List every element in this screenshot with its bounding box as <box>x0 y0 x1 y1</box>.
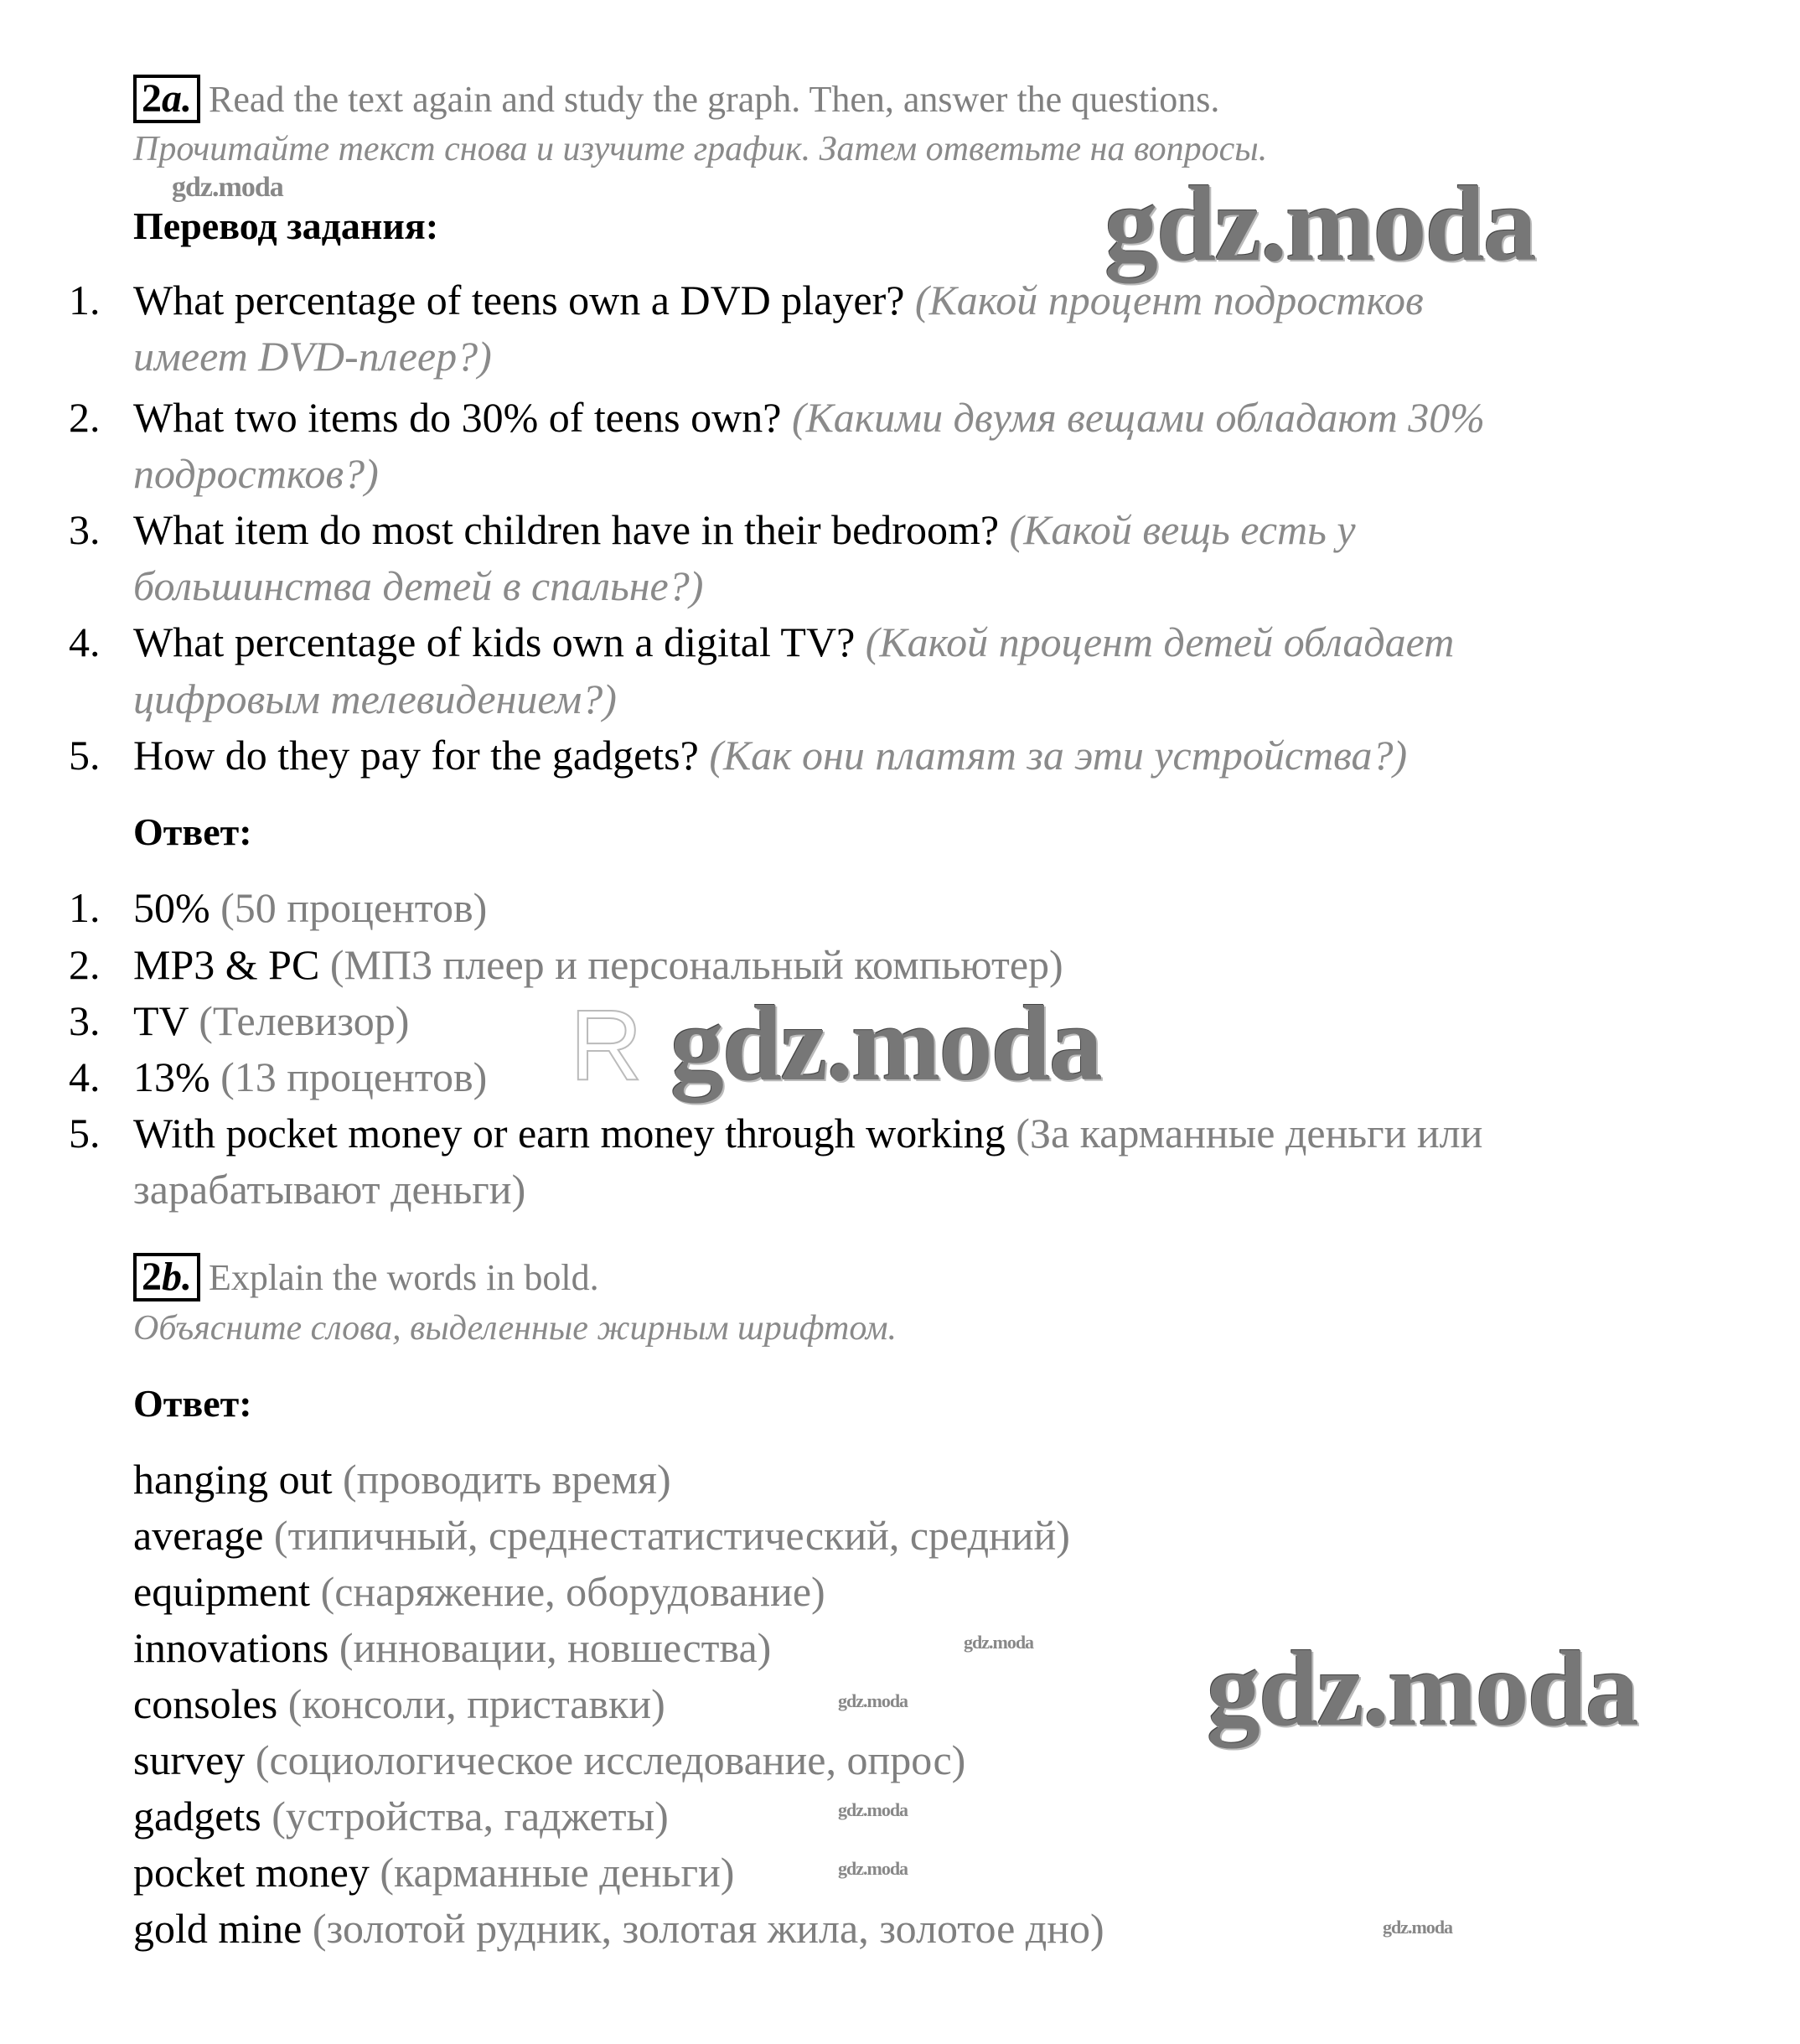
answer-4 <box>133 1052 487 1102</box>
question-2 <box>133 392 1485 442</box>
answer-ru: (Телевизор) <box>199 997 410 1044</box>
instruction-en: Explain the words in bold. <box>209 1257 599 1298</box>
question-ru-cont: большинства детей в спальне?) <box>133 562 704 609</box>
watermark-logo: gdz.moda <box>1383 1917 1453 1938</box>
word-item <box>133 1735 965 1785</box>
word-item <box>133 1622 771 1673</box>
word-ru: (типичный, среднестатистический, средний) <box>273 1512 1070 1559</box>
answer-1 <box>133 882 487 933</box>
answer-ru-cont: зарабатывают деньги) <box>133 1166 526 1213</box>
instruction-ru: Объясните слова, выделенные жирным шрифтом. <box>133 1309 897 1348</box>
word-ru: (карманные деньги) <box>380 1849 735 1896</box>
word-en: survey <box>133 1736 246 1783</box>
answer-number: 1. <box>69 884 101 931</box>
question-ru: (Как они платят за эти устройства?) <box>709 732 1408 779</box>
question-number: 1. <box>69 277 101 323</box>
watermark-logo: gdz.moda <box>670 984 1101 1103</box>
instruction-ru: Прочитайте текст снова и изучите график. Затем ответьте на вопросы. <box>133 130 1268 168</box>
answer-en: 13% <box>133 1053 210 1100</box>
question-en: What percentage of teens own a DVD player? <box>133 277 905 323</box>
word-item <box>133 1510 1070 1560</box>
word-en: hanging out <box>133 1456 333 1503</box>
word-en: equipment <box>133 1568 311 1615</box>
task-letter: a. <box>162 76 192 121</box>
word-en: gadgets <box>133 1793 261 1840</box>
question-ru: (Какими двумя вещами обладают 30% <box>791 394 1485 441</box>
question-en: What two items do 30% of teens own? <box>133 394 782 441</box>
word-item <box>133 1566 825 1617</box>
answer-5 <box>133 1108 1482 1158</box>
question-3 <box>133 505 1356 555</box>
word-item <box>133 1791 669 1841</box>
task-letter: b. <box>162 1255 192 1299</box>
answer-heading: Ответ: <box>133 1382 252 1425</box>
answer-en: TV <box>133 997 189 1044</box>
watermark-logo: gdz.moda <box>838 1858 908 1879</box>
question-number: 4. <box>69 618 101 665</box>
answer-ru: (50 процентов) <box>220 884 488 931</box>
task-2a-header <box>133 72 1219 125</box>
question-ru-cont: цифровым телевидением?) <box>133 675 617 722</box>
translation-heading: Перевод задания: <box>133 204 439 247</box>
watermark-logo: gdz.moda <box>1104 164 1535 283</box>
answer-en: With pocket money or earn money through working <box>133 1110 1006 1157</box>
word-item <box>133 1679 665 1729</box>
watermark-logo: gdz.moda <box>172 172 283 203</box>
question-ru: (Какой процент подростков <box>914 277 1424 323</box>
word-ru: (устройства, гаджеты) <box>272 1793 669 1840</box>
question-number: 3. <box>69 506 101 553</box>
answer-ru: (МП3 плеер и персональный компьютер) <box>329 941 1063 988</box>
answer-3 <box>133 996 409 1046</box>
word-ru: (золотой рудник, золотая жила, золотое дно) <box>312 1905 1104 1952</box>
word-ru: (социологическое исследование, опрос) <box>255 1736 966 1783</box>
word-en: consoles <box>133 1680 278 1727</box>
question-4 <box>133 617 1454 667</box>
task-2b-label <box>133 1253 200 1301</box>
answer-en: MP3 & PC <box>133 941 320 988</box>
word-en: gold mine <box>133 1905 303 1952</box>
task-number: 2 <box>142 76 162 121</box>
word-ru: (консоли, приставки) <box>287 1680 665 1727</box>
instruction-en: Read the text again and study the graph. Then, answer the questions. <box>209 79 1220 120</box>
question-en: How do they pay for the gadgets? <box>133 732 699 779</box>
watermark-logo: gdz.moda <box>838 1690 908 1711</box>
question-ru: (Какой процент детей обладает <box>865 618 1455 665</box>
question-ru-cont: имеет DVD-плеер?) <box>133 333 492 380</box>
answer-ru: (13 процентов) <box>220 1053 488 1100</box>
question-en: What percentage of kids own a digital TV? <box>133 618 856 665</box>
answer-heading: Ответ: <box>133 810 252 853</box>
answer-ru: (За карманные деньги или <box>1016 1110 1483 1157</box>
question-en: What item do most children have in their bedroom? <box>133 506 1000 553</box>
word-item <box>133 1847 734 1897</box>
word-item <box>133 1903 1104 1953</box>
watermark-logo: gdz.moda <box>964 1632 1034 1653</box>
question-ru: (Какой вещь есть у <box>1009 506 1356 553</box>
word-en: pocket money <box>133 1849 370 1896</box>
word-en: average <box>133 1512 264 1559</box>
word-ru: (проводить время) <box>342 1456 671 1503</box>
word-ru: (снаряжение, оборудование) <box>320 1568 825 1615</box>
task-number: 2 <box>142 1255 162 1299</box>
answer-en: 50% <box>133 884 210 931</box>
question-ru-cont: подростков?) <box>133 450 379 497</box>
task-2b-header <box>133 1250 599 1303</box>
answer-number: 5. <box>69 1110 101 1157</box>
word-en: innovations <box>133 1624 329 1671</box>
question-number: 2. <box>69 394 101 441</box>
answer-number: 2. <box>69 941 101 988</box>
question-number: 5. <box>69 732 101 779</box>
word-item <box>133 1454 671 1504</box>
watermark-r-logo: R <box>570 989 643 1101</box>
answer-number: 4. <box>69 1053 101 1100</box>
watermark-logo: gdz.moda <box>838 1799 908 1820</box>
question-5 <box>133 730 1407 780</box>
word-ru: (инновации, новшества) <box>339 1624 772 1671</box>
answer-2 <box>133 939 1063 990</box>
answer-number: 3. <box>69 997 101 1044</box>
watermark-logo: gdz.moda <box>1207 1629 1637 1748</box>
task-2a-label <box>133 75 200 123</box>
